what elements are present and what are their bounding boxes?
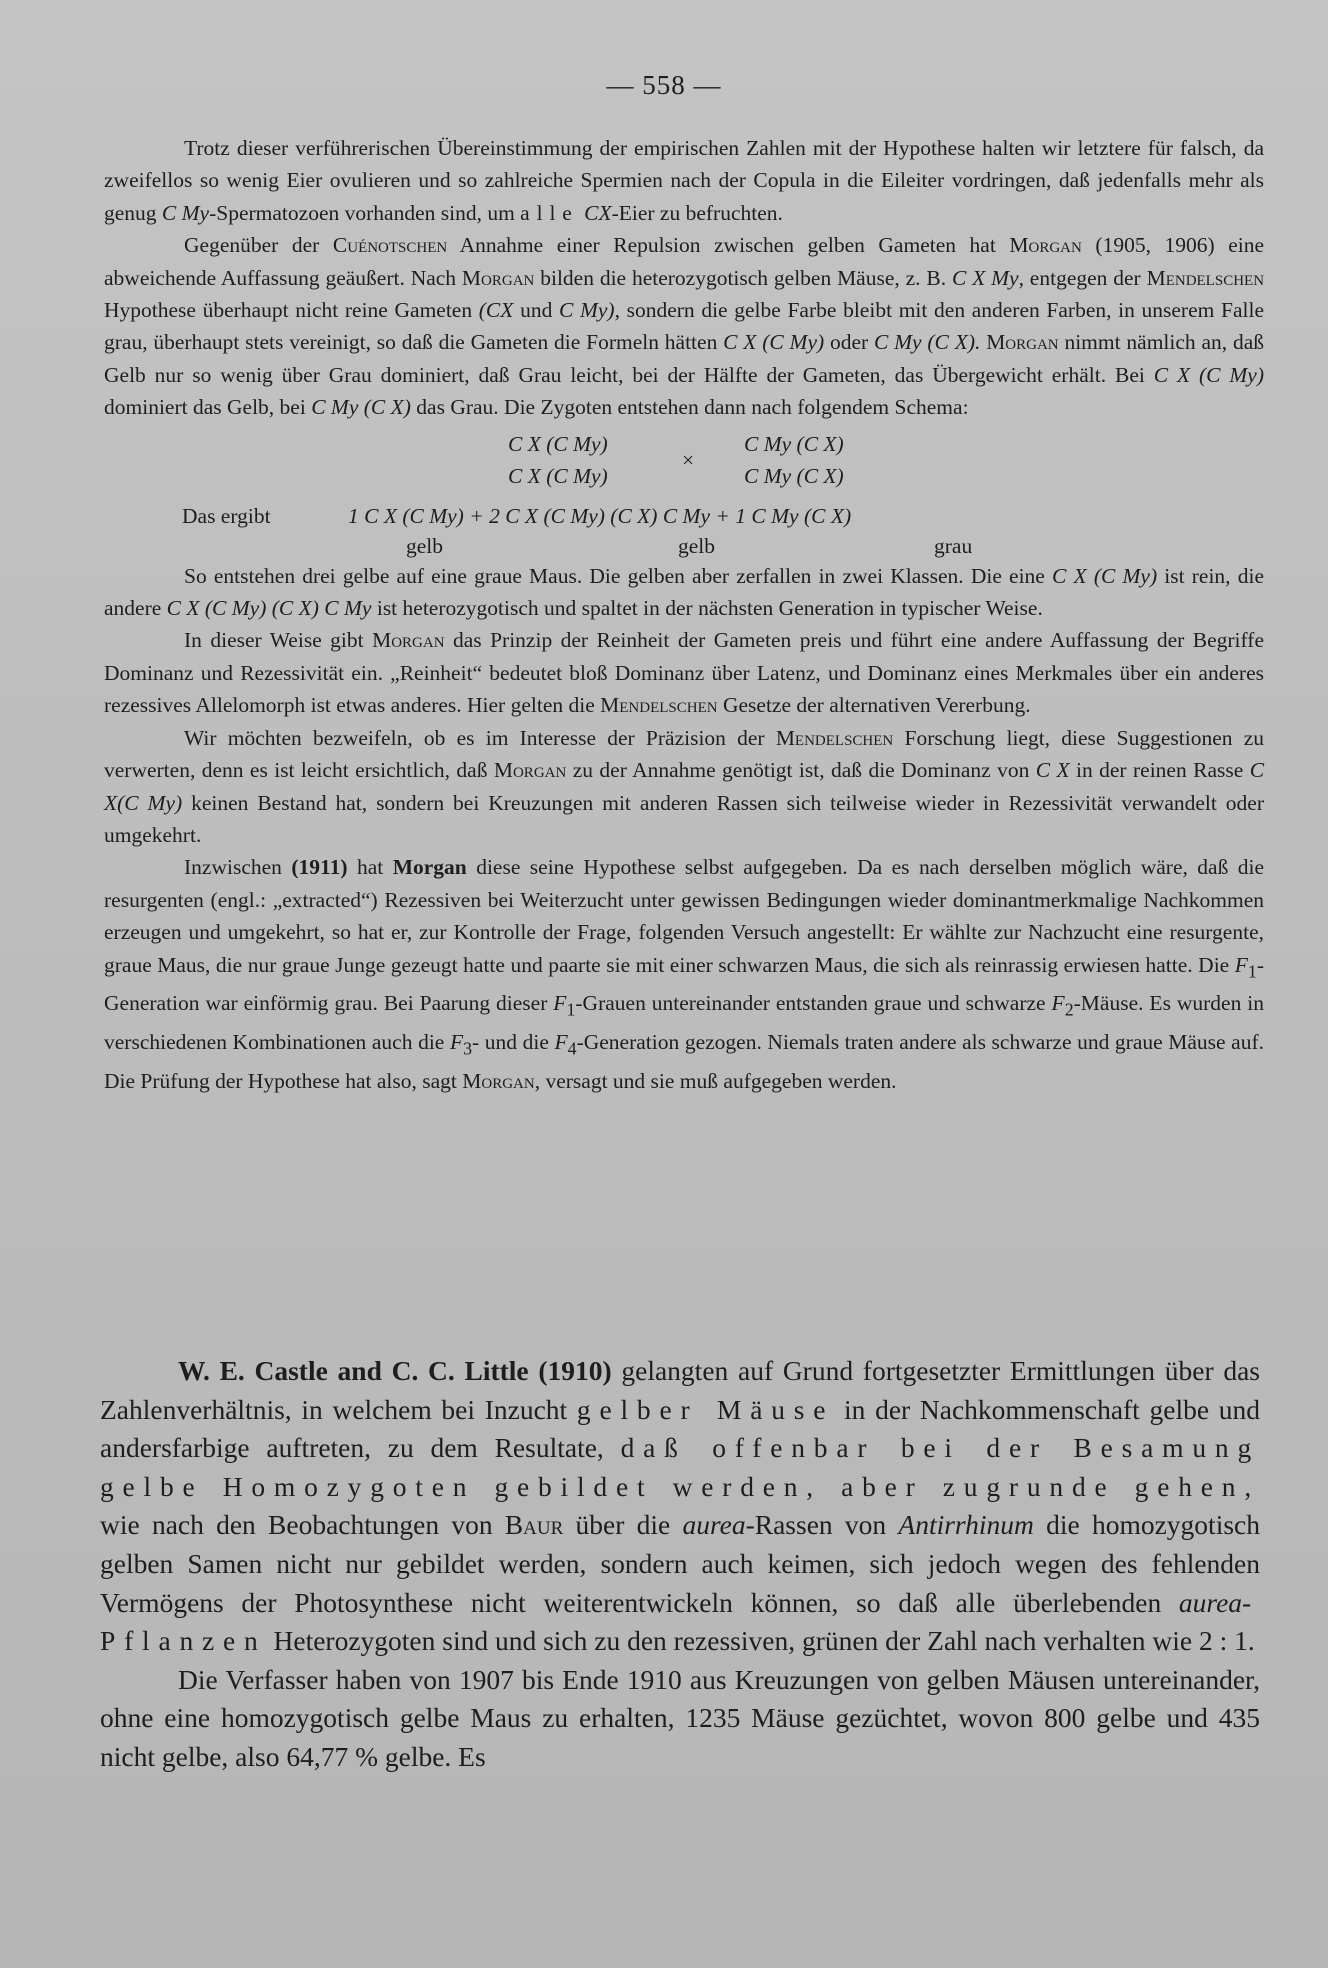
author-name: Cuénotschen — [332, 233, 448, 258]
formula: C My — [161, 200, 210, 225]
page-number: — 558 — — [606, 70, 722, 100]
paragraph-8: Die Verfasser haben von 1907 bis Ende 1910 aus Kreuzungen von gelben Mäusen untereinander, ohne eine homozygotisch gelbe Maus zu erhalten, 1235 Mäuse gezüchtet, wovon 800 gelbe und 435 nicht gelbe, also 64,77 % gelbe. Es — [100, 1663, 1260, 1772]
text: (1905, 1906) eine abweichende Auffassung geäußert. Nach — [104, 233, 1265, 290]
formula: C My) — [558, 298, 615, 323]
italic-term: Antirrhinum — [898, 1509, 1034, 1541]
text: die homozygotisch gelben Samen nicht nur gebildet werden, sondern auch keimen, sich jedoch wegen des fehlenden Vermögens der Photosynthese nicht weiterentwickeln können, so daß alle überlebenden — [100, 1509, 1260, 1618]
author-name: Morgan — [986, 330, 1059, 355]
author-name: Morgan — [392, 855, 467, 880]
generation-symbol: F — [1234, 952, 1248, 977]
text: -Rassen von — [745, 1509, 887, 1541]
text: , versagt und sie muß aufgegeben werden. — [534, 1068, 897, 1093]
generation-index: 1 — [566, 999, 576, 1020]
paragraph-6 — [104, 851, 1264, 1097]
author-name: Morgan — [493, 758, 567, 783]
spaced-text: -Pflanzen — [100, 1586, 1261, 1657]
text: oder — [829, 330, 869, 355]
authors-heading: W. E. Castle and C. C. Little (1910) — [178, 1355, 612, 1386]
formula: C X (C My) (C X) C My — [166, 596, 372, 621]
author-name: Mendelschen — [1146, 265, 1265, 290]
formula: C My (C X). — [873, 330, 981, 355]
formula: (CX — [478, 298, 514, 323]
text: das Grau. Die Zygoten entstehen dann nach folgendem Schema: — [416, 395, 969, 420]
generation-index: 1 — [1247, 960, 1257, 981]
text: In dieser Weise gibt — [184, 628, 364, 653]
paragraph-2 — [104, 229, 1264, 423]
text: , entgegen der — [1018, 265, 1141, 290]
text: Hypothese überhaupt nicht reine Gameten — [104, 298, 473, 323]
author-name: Mendelschen — [600, 693, 718, 718]
spaced-text: gelber Mäuse — [576, 1393, 835, 1425]
text: Gesetze der alternativen Vererbung. — [722, 693, 1031, 718]
text: Gegenüber der — [184, 233, 320, 258]
text: bilden die heterozygotisch gelben Mäuse, z. B. — [540, 265, 947, 290]
schema-label-grau: grau — [934, 533, 973, 558]
text: ist heterozygotisch und spaltet in der nächsten Generation in typischer Weise. — [376, 596, 1043, 621]
text: Forschung liegt, diese Suggestionen zu verwerten, denn es ist leicht ersichtlich, daß — [104, 725, 1265, 783]
formula: C X (C My) — [1052, 563, 1158, 588]
schema-label-gelb-1: gelb — [406, 533, 444, 558]
text: über die — [575, 1509, 671, 1541]
schema-cross-symbol: × — [682, 447, 695, 472]
text: -Mäuse. Es wurden in verschiedenen Kombinationen auch die — [104, 991, 1265, 1054]
schema-label-gelb-2: gelb — [678, 533, 716, 558]
formula: C X — [1035, 758, 1070, 783]
formula: C X (C My) — [1153, 362, 1265, 387]
text: wie nach den Beobachtungen von — [100, 1509, 493, 1541]
author-name: Morgan — [1009, 233, 1082, 258]
generation-symbol: F — [553, 991, 567, 1016]
generation-symbol: F — [1051, 991, 1065, 1016]
text: in der Nachkommenschaft gelbe und andersfarbige auftreten, zu dem Resultate, — [100, 1393, 1261, 1464]
formula: C X My — [951, 265, 1019, 290]
author-name: Morgan — [462, 1068, 535, 1093]
small-print-section — [104, 132, 1264, 1097]
text: -Eier zu befruchten. — [611, 200, 783, 225]
paragraph-7 — [100, 1352, 1260, 1661]
generation-symbol: F — [554, 1029, 568, 1054]
paragraph-3 — [104, 560, 1264, 625]
text: in der reinen Rasse — [1076, 758, 1244, 783]
formula: C My (C X) — [311, 395, 411, 420]
generation-symbol: F — [449, 1029, 464, 1054]
text: das Prinzip der Reinheit der Gameten preis und führt eine andere Auffassung der Begriffe Dominanz und Rezessivität ein. „Reinheit“ bedeutet bloß Dominanz über Latenz, und Dominanz eines Merkmales über ein anderes rezessives Allelomorph ist etwas anderes. Hier gelten die — [104, 628, 1265, 718]
crossing-schema — [104, 424, 1264, 560]
formula: C X(C My) — [104, 758, 1265, 815]
author-name: Baur — [504, 1509, 564, 1541]
text: zu der Annahme genötigt ist, daß die Dominanz von — [572, 758, 1030, 783]
text: dominiert das Gelb, bei — [104, 395, 306, 420]
text: ist rein, die andere — [104, 563, 1264, 621]
generation-index: 3 — [463, 1038, 473, 1059]
text: -Generation war einförmig grau. Bei Paarung dieser — [104, 952, 1264, 1016]
formula: C X (C My) — [723, 330, 825, 355]
text: hat — [356, 855, 384, 880]
spaced-text: daß offenbar bei der Besamung gelbe Homozygoten gebildet werden, aber zugrunde gehen, — [100, 1432, 1260, 1502]
text: -Generation gezogen. Niemals traten andere als schwarze und graue Mäuse auf. Die Prüfung der Hypothese hat also, sagt — [104, 1029, 1265, 1093]
author-name: Morgan — [372, 628, 445, 653]
generation-index: 4 — [567, 1038, 577, 1059]
text: Heterozygoten sind und sich zu den rezessiven, grünen der Zahl nach verhalten wie 2 : 1. — [273, 1625, 1255, 1657]
large-print-section — [100, 1352, 1260, 1777]
paragraph-4 — [104, 624, 1264, 721]
schema-left-bottom: C X (C My) — [508, 463, 608, 488]
italic-term: aurea — [682, 1509, 746, 1541]
text: und — [520, 298, 553, 323]
text: Wir möchten bezweifeln, ob es im Interesse der Präzision der — [184, 725, 765, 750]
schema-right-bottom: C My (C X) — [744, 463, 844, 488]
text: Trotz dieser verführerischen Übereinstimmung der empirischen Zahlen mit der Hypothese halten wir letztere für falsch, da zweifellos so wenig Eier ovulieren und so zahlreiche Spermien nach der Copula in die Eileiter vordringen, daß jedenfalls mehr als genug — [104, 136, 1264, 225]
text: keinen Bestand hat, sondern bei Kreuzungen mit anderen Rassen sich teilweise wieder in Rezessivität verwandelt oder umgekehrt. — [104, 790, 1264, 847]
author-name: Morgan — [461, 265, 535, 290]
generation-index: 2 — [1064, 999, 1074, 1020]
schema-result-formula: 1 C X (C My) + 2 C X (C My) (C X) C My + 1 C My (C X) — [348, 503, 852, 528]
text: -Grauen untereinander entstanden graue und schwarze — [575, 991, 1046, 1016]
text: So entstehen drei gelbe auf eine graue Maus. Die gelben aber zerfallen in zwei Klassen. Die eine — [184, 563, 1045, 588]
italic-term: aurea — [1178, 1586, 1243, 1618]
text: diese seine Hypothese selbst aufgegeben. Da es nach derselben möglich wäre, daß die resurgenten (engl.: „extracted“) Rezessiven bei Weiterzucht unter gewissen Bedingungen wieder dominantmerkmalige Nachkommen erzeugen und umgekehrt, so hat er, zur Kontrolle der Frage, folgenden Versuch angestellt: Er wählte zur Nachzucht eine resurgente, graue Maus, die nur graue Junge gezeugt hatte und paarte sie mit einer schwarzen Maus, die sich als reinrassig erwiesen hatte. Die — [104, 855, 1265, 977]
text: gelangten auf Grund fortgesetzter Ermittlungen über das Zahlenverhältnis, in welchem bei Inzucht — [100, 1355, 1260, 1425]
schema-result-label: Das ergibt — [182, 503, 271, 528]
formula: CX — [584, 200, 612, 225]
text: -Spermatozoen vorhanden sind, um — [209, 200, 515, 225]
author-name: Mendelschen — [775, 725, 894, 750]
paragraph-1 — [104, 132, 1264, 229]
text: , sondern die gelbe Farbe bleibt mit den anderen Farben, in unserem Falle grau, überhaupt stets vereinigt, so daß die Gameten die Formeln hätten — [104, 298, 1265, 355]
schema-left-top: C X (C My) — [508, 431, 608, 456]
text: nimmt nämlich an, daß Gelb nur so wenig über Grau dominiert, daß Grau leicht, bei der Hälfte der Gameten, das Übergewicht erhält. Bei — [104, 330, 1264, 387]
paragraph-5 — [104, 722, 1264, 852]
year: (1911) — [291, 855, 348, 880]
text: - und die — [472, 1029, 549, 1054]
text: Annahme einer Repulsion zwischen gelben Gameten hat — [459, 233, 996, 258]
spaced-text: alle — [520, 200, 579, 225]
text: Inzwischen — [184, 855, 282, 880]
schema-right-top: C My (C X) — [744, 431, 844, 456]
